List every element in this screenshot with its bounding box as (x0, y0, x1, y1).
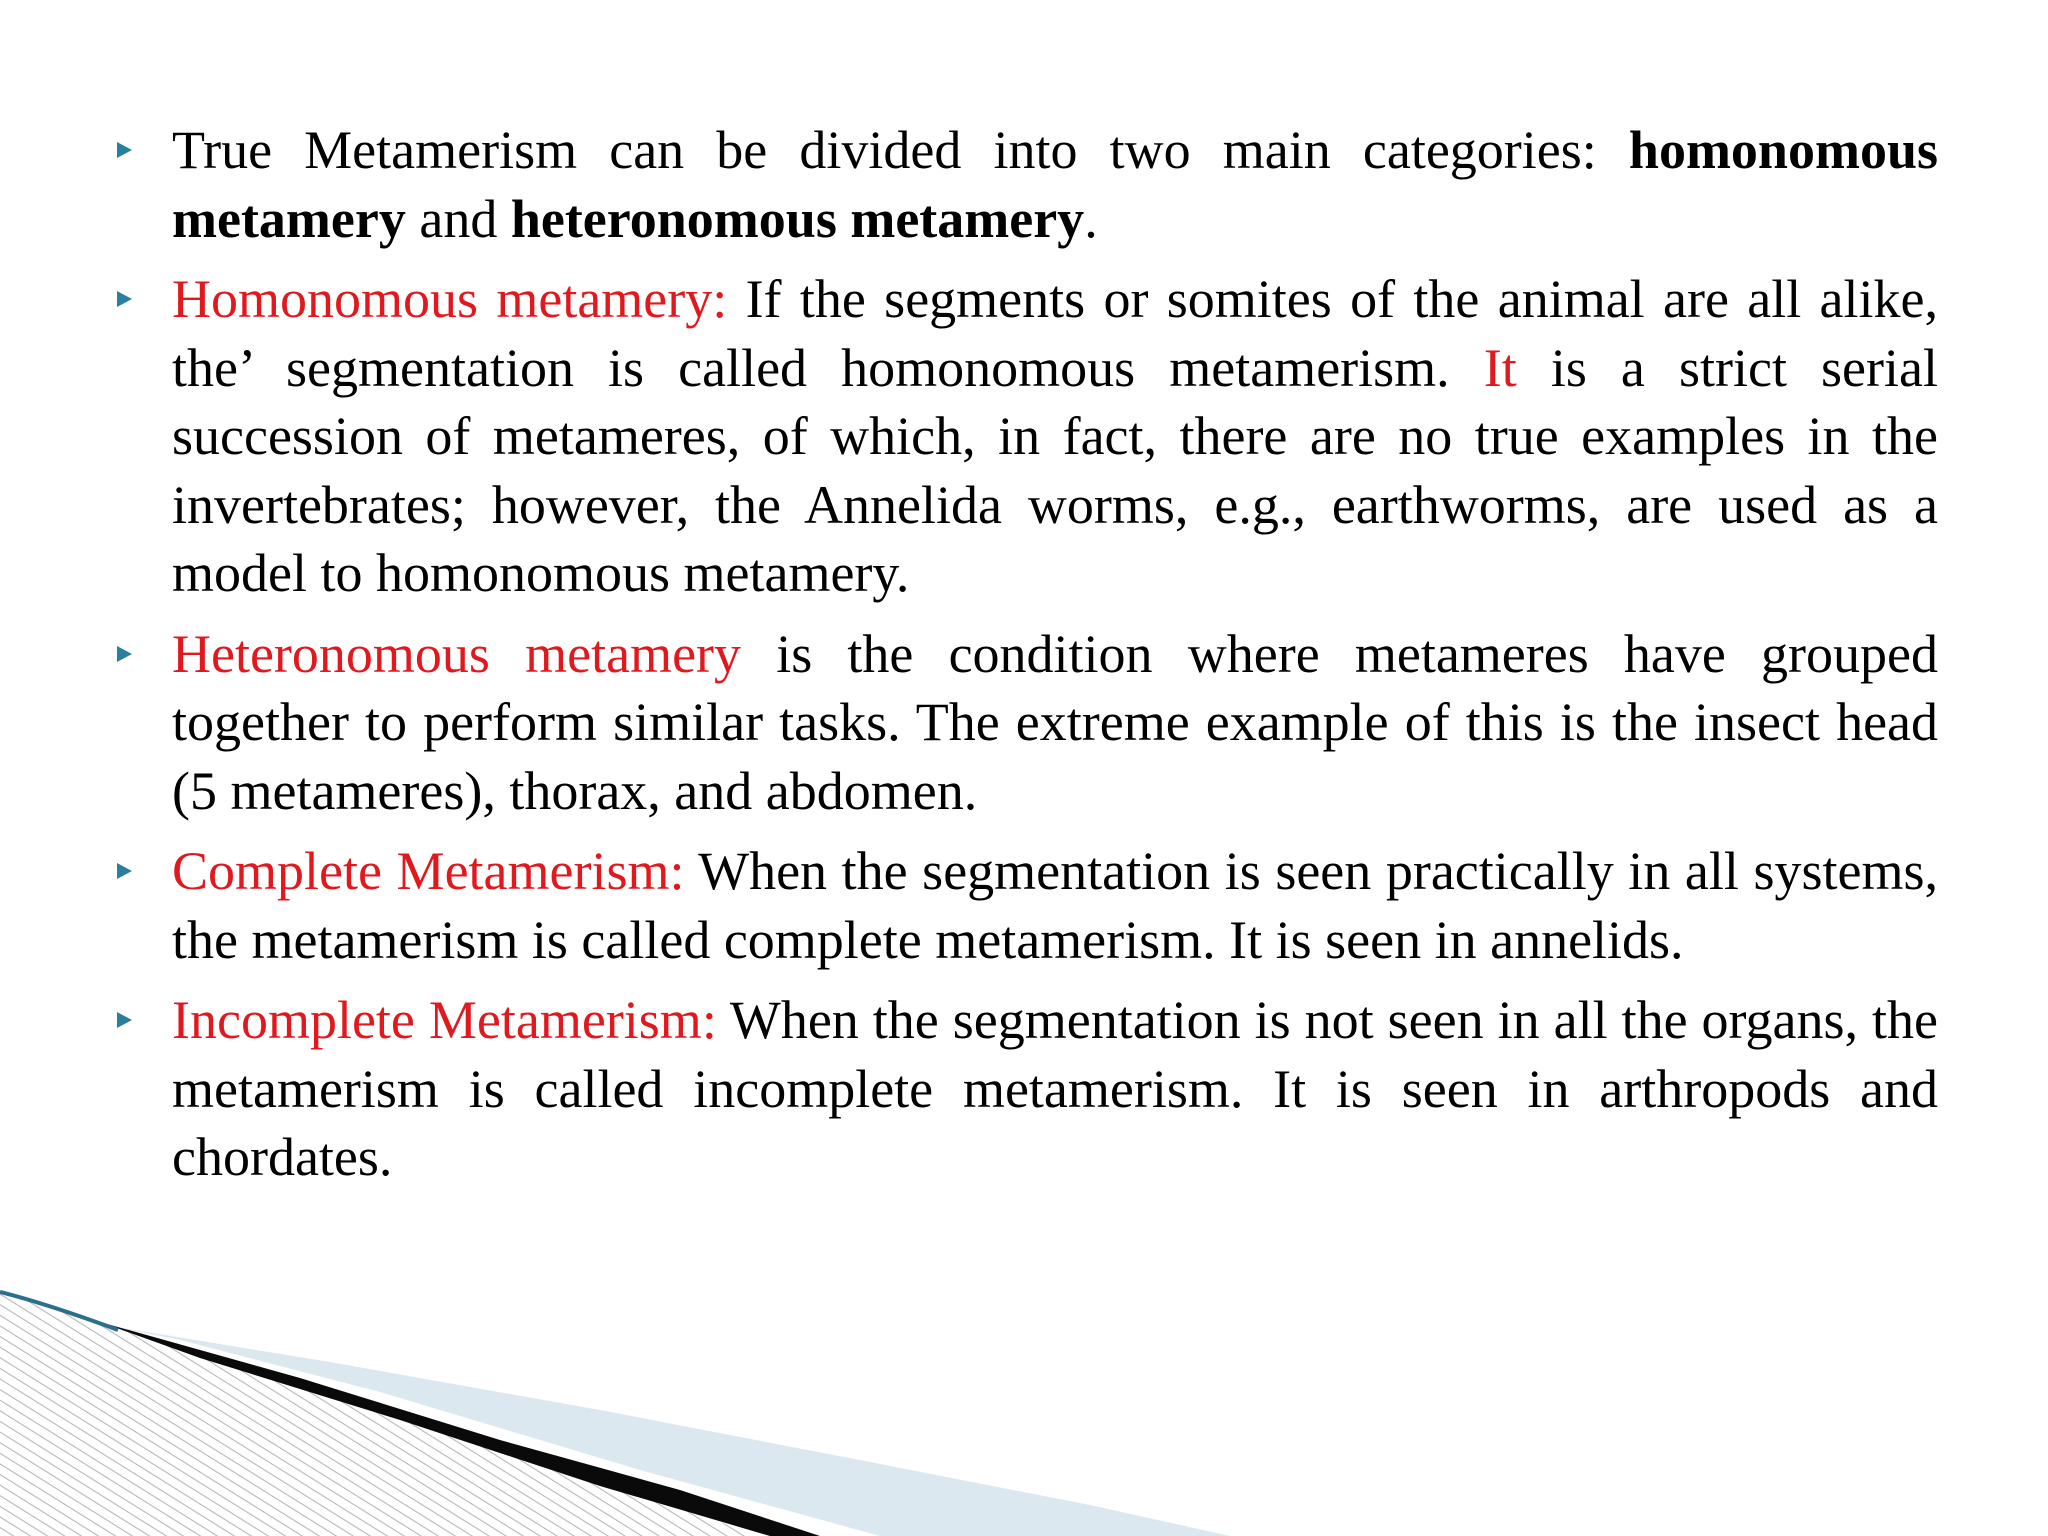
bullet-text: When the segmentation is seen practically in all systems, the metamerism is called complete metamerism. It is seen in annelids. (172, 841, 1938, 970)
bullet-text: If the segments or somites of the animal are all alike, the’ segmentation is called homonomous metamerism. (172, 269, 1938, 398)
term-heteronomous: heteronomous metamery (510, 188, 1085, 249)
word-highlight: It (1483, 337, 1517, 398)
term-highlight: Incomplete Metamerism: (172, 990, 717, 1050)
term-highlight: Heteronomous metamery (172, 623, 742, 684)
bullet-text: . (1084, 188, 1098, 249)
bullet-text: is the condition where metameres have grouped together to perform similar tasks. The extreme example of this is the insect head (5 metameres), thorax, and abdomen. (172, 623, 1938, 821)
bullet-text: is a strict serial succession of metameres, of which, in fact, there are no true examples in the invertebrates; however, the Annelida worms, e.g., earthworms, are used as a model to homonomous metamery. (172, 337, 1938, 603)
bullet-text: When the segmentation is not seen in all the organs, the metamerism is called incomplete metamerism. It is seen in arthropods and chordates. (172, 990, 1938, 1187)
term-highlight: Complete Metamerism: (172, 841, 685, 901)
bullet-text: and (405, 188, 511, 249)
bullet-text: True Metamerism can be divided into two main categories: (172, 120, 1629, 180)
term-highlight: Homonomous metamery: (172, 269, 728, 329)
term-homonomous: homonomous metamery (172, 120, 1938, 249)
